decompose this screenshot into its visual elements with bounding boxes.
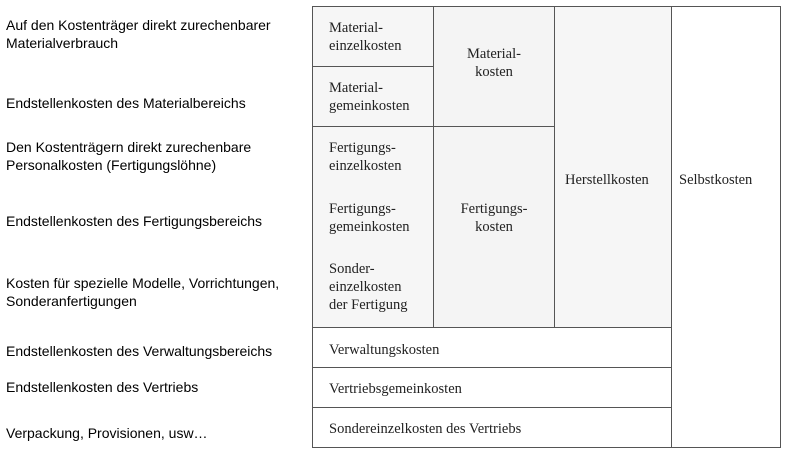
fertigung-items-cell — [312, 126, 434, 328]
vertriebsgemeinkosten-row — [312, 367, 672, 408]
label-personalkosten: Den Kostenträgern direkt zurechenbare Personalkosten (Fertigungslöhne) — [6, 139, 252, 173]
label-materialverbrauch: Auf den Kostenträger direkt zurechenbarer Materialverbrauch — [6, 17, 271, 51]
materialeinzelkosten-cell — [312, 6, 434, 67]
label-verpackung-provisionen: Verpackung, Provisionen, usw… — [6, 425, 208, 441]
vertriebsgemeinkosten-text: Vertriebsgemeinkosten — [329, 381, 462, 397]
sondereinzelkosten-fertigung-text: Sonder- einzelkosten der Fertigung — [329, 261, 408, 313]
label-endstellen-material: Endstellenkosten des Materialbereichs — [6, 95, 246, 111]
materialeinzelkosten-text: Material- einzelkosten — [329, 20, 402, 54]
verwaltungskosten-text: Verwaltungskosten — [329, 342, 440, 358]
fertigungseinzelkosten-text: Fertigungs- einzelkosten — [329, 140, 402, 174]
herstellkosten-label: Herstellkosten — [565, 172, 649, 188]
verwaltungskosten-row — [312, 327, 672, 368]
label-sonderkosten-fertigung: Kosten für spezielle Modelle, Vorrichtungen, Sonderanfertigungen — [6, 275, 280, 309]
sondereinzelkosten-vertrieb-row — [312, 407, 672, 448]
label-endstellen-fertigung: Endstellenkosten des Fertigungsbereichs — [6, 213, 263, 229]
materialgemeinkosten-text: Material- gemeinkosten — [329, 80, 410, 114]
fertigungsgemeinkosten-text: Fertigungs- gemeinkosten — [329, 201, 410, 235]
selbstkosten-label: Selbstkosten — [679, 172, 753, 188]
materialgemeinkosten-cell — [312, 66, 434, 127]
materialkosten-label: Material- kosten — [467, 46, 521, 80]
sondereinzelkosten-vertrieb-text: Sondereinzelkosten des Vertriebs — [329, 421, 522, 437]
fertigungskosten-label: Fertigungs- kosten — [460, 201, 528, 235]
label-endstellen-verwaltung: Endstellenkosten des Verwaltungsbereichs — [6, 343, 273, 359]
label-endstellen-vertrieb: Endstellenkosten des Vertriebs — [6, 379, 199, 395]
